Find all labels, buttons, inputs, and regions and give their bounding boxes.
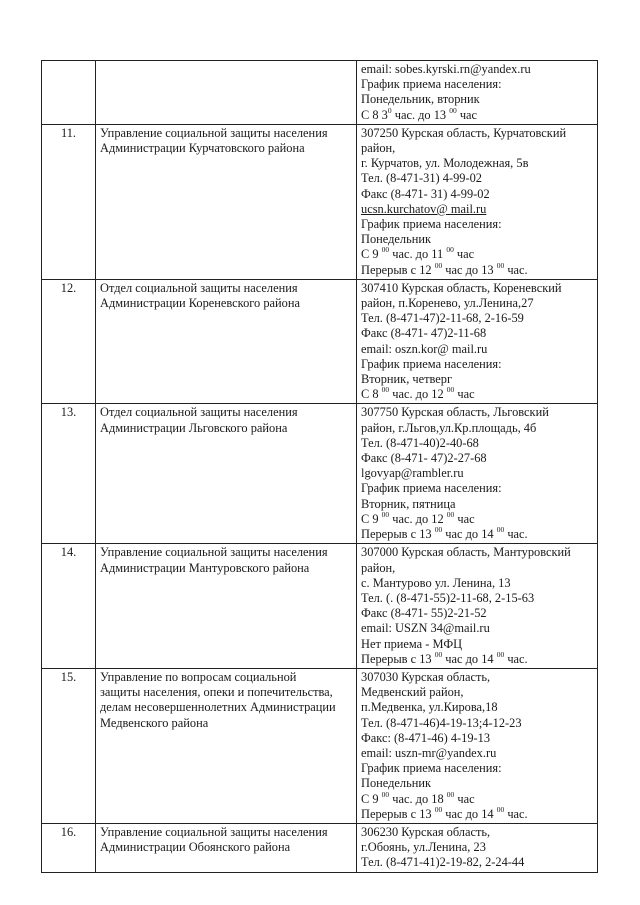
time-superscript: 00 [446, 245, 454, 255]
contact-text: Перерыв с 13 [361, 527, 435, 542]
contact-text: час. до 12 [389, 387, 447, 402]
contact-info-line [361, 466, 593, 481]
time-superscript: 00 [381, 789, 390, 799]
contact-text: час [454, 387, 475, 402]
contact-text: Факс (8-471- 47)2-27-68 [361, 451, 487, 466]
contact-text: Факс (8-471- 47)2-11-68 [361, 326, 487, 341]
time-superscript: 00 [446, 385, 455, 395]
organization-name-line: Администрации Кореневского района [100, 296, 300, 311]
contact-info-line [361, 451, 593, 466]
contact-info-line [361, 92, 593, 107]
contact-text: Тел. (8-471-40)2-40-68 [361, 435, 479, 450]
contact-text: час [454, 791, 475, 806]
contact-text: 307750 Курская область, Льговский [361, 405, 549, 420]
organization-name-cell [96, 544, 357, 669]
organization-name-line: делам несовершеннолетних Администрации [100, 700, 336, 715]
contact-info-line [361, 746, 593, 761]
contact-text: час. до 11 [389, 247, 447, 262]
contact-info-line [361, 576, 593, 591]
contact-text: район, г.Льгов,ул.Кр.площадь, 4б [361, 420, 537, 435]
time-superscript: 00 [381, 385, 390, 395]
contact-info-line [361, 77, 593, 92]
contact-info-line [361, 716, 593, 731]
contact-text: График приема населения: [361, 481, 502, 496]
row-number: 12. [42, 279, 96, 404]
contact-text: час. до 12 [389, 511, 447, 526]
contact-info-line [361, 141, 593, 156]
contact-info-line [361, 776, 593, 791]
contact-text: Факс: (8-471-46) 4-19-13 [361, 730, 491, 745]
contact-text: час. [504, 527, 528, 542]
contact-info-line [361, 247, 593, 262]
contact-text: Перерыв с 13 [361, 651, 435, 666]
contact-info-line [361, 527, 593, 542]
contact-text: ucsn.kurchatov@ mail.ru [361, 201, 487, 216]
time-superscript: 00 [381, 245, 390, 255]
organization-name-line: защиты населения, опеки и попечительства, [100, 685, 333, 700]
contact-info-line [361, 855, 593, 870]
contact-info-line [361, 387, 593, 402]
time-superscript: 00 [381, 509, 390, 519]
table-row [42, 61, 598, 125]
organization-name-line: Администрации Мантуровского района [100, 560, 310, 575]
contact-text: Перерыв с 12 [361, 262, 435, 277]
contact-info-line [361, 296, 593, 311]
contact-text: Вторник, четверг [361, 372, 453, 387]
contact-info-line [361, 804, 593, 822]
time-superscript: 00 [496, 649, 505, 659]
contact-info-cell [357, 279, 598, 404]
organization-name-line: Управление социальной защиты населения [100, 125, 328, 140]
contact-text: час [454, 511, 475, 526]
contact-text: час. до 13 [391, 107, 450, 122]
contact-info-cell [357, 124, 598, 279]
contact-info-line [361, 789, 593, 807]
contact-info-line [361, 606, 593, 621]
contact-info-line [361, 825, 593, 840]
contact-text: час [453, 247, 475, 262]
contact-info-line [361, 761, 593, 776]
contact-info-line [361, 436, 593, 451]
contact-text: г.Обоянь, ул.Ленина, 23 [361, 840, 486, 855]
time-superscript: 00 [434, 525, 443, 535]
contact-info-line [361, 342, 593, 357]
contact-text: Тел. (8-471-31) 4-99-02 [361, 171, 482, 186]
contact-info-line [361, 202, 593, 217]
time-superscript: 00 [496, 804, 505, 814]
contact-text: час до 14 [442, 806, 497, 821]
table-row [42, 404, 598, 544]
contact-info-line [361, 731, 593, 746]
contact-text: Медвенский район, [361, 685, 464, 700]
organization-name-line: Отдел социальной защиты населения [100, 405, 298, 420]
contact-text: Перерыв с 13 [361, 806, 435, 821]
organization-name-cell [96, 124, 357, 279]
contact-text: Тел. (8-471-47)2-11-68, 2-16-59 [361, 311, 524, 326]
contact-info-line [361, 481, 593, 496]
contact-info-line [361, 156, 593, 171]
contact-text: район, [361, 141, 396, 156]
contact-info-line [361, 260, 593, 278]
organization-name-line: Управление по вопросам социальной [100, 669, 297, 684]
contact-text: час [456, 107, 478, 122]
contact-info-line [361, 405, 593, 420]
contact-info-line [361, 62, 593, 77]
contact-text: Факс (8-471- 31) 4-99-02 [361, 186, 490, 201]
table-body [42, 61, 598, 873]
contact-info-cell [357, 61, 598, 125]
contact-info-line [361, 670, 593, 685]
contact-text: С 9 [361, 511, 382, 526]
row-number: 14. [42, 544, 96, 669]
contact-text: График приема населения: [361, 356, 502, 371]
contact-info-line [361, 171, 593, 186]
time-superscript: 00 [449, 105, 457, 115]
contact-text: График приема населения: [361, 77, 502, 92]
contact-text: lgovyap@rambler.ru [361, 466, 464, 481]
contact-text: email: oszn.kor@ mail.ru [361, 341, 488, 356]
table-row [42, 124, 598, 279]
time-superscript: 0 [387, 105, 392, 115]
contact-info-line [361, 497, 593, 512]
contact-info-line [361, 840, 593, 855]
row-number: 16. [42, 823, 96, 872]
table-row [42, 279, 598, 404]
row-number: 11. [42, 124, 96, 279]
contact-info-cell [357, 404, 598, 544]
contact-info-line [361, 357, 593, 372]
contact-text: час до 14 [442, 651, 497, 666]
organization-name-cell [96, 61, 357, 125]
organization-name-line: Администрации Обоянского района [100, 840, 291, 855]
time-superscript: 00 [496, 260, 505, 270]
contact-text: 307030 Курская область, [361, 669, 491, 684]
contact-text: С 9 [361, 791, 382, 806]
row-number: 15. [42, 668, 96, 823]
organization-name-line: Управление социальной защиты населения [100, 824, 328, 839]
time-superscript: 00 [446, 789, 455, 799]
contact-text: email: uszn-mr@yandex.ru [361, 745, 497, 760]
contact-info-line [361, 621, 593, 636]
organization-name-line: Администрации Курчатовского района [100, 141, 305, 156]
contact-text: С 8 [361, 387, 382, 402]
contact-info-line [361, 105, 593, 123]
organization-name-line: Администрации Льговского района [100, 420, 288, 435]
contact-text: с. Мантурово ул. Ленина, 13 [361, 575, 511, 590]
organization-name-cell [96, 404, 357, 544]
contact-info-cell [357, 823, 598, 872]
contact-info-line [361, 561, 593, 576]
contact-text: Тел. (. (8-471-55)2-11-68, 2-15-63 [361, 590, 535, 605]
contact-text: email: USZN 34@mail.ru [361, 621, 490, 636]
contact-info-line [361, 326, 593, 341]
table-row [42, 544, 598, 669]
contact-text: Тел. (8-471-46)4-19-13;4-12-23 [361, 715, 522, 730]
time-superscript: 00 [496, 525, 505, 535]
time-superscript: 00 [446, 509, 455, 519]
contact-info-cell [357, 668, 598, 823]
organization-name-cell [96, 823, 357, 872]
contact-text: час. [504, 262, 528, 277]
contact-info-line [361, 126, 593, 141]
contact-text: Нет приема - МФЦ [361, 636, 463, 651]
contact-info-line [361, 700, 593, 715]
contact-text: час до 14 [442, 527, 497, 542]
contact-text: п.Медвенка, ул.Кирова,18 [361, 700, 498, 715]
contact-text: email: sobes.kyrski.rn@yandex.ru [361, 62, 531, 76]
contact-info-line [361, 649, 593, 667]
organization-name-line: Медвенского района [100, 715, 209, 730]
row-number: 13. [42, 404, 96, 544]
contact-info-line [361, 217, 593, 232]
contact-info-line [361, 545, 593, 560]
contact-text: 306230 Курская область, [361, 824, 491, 839]
contact-text: час. [504, 651, 528, 666]
contact-text: район, [361, 560, 396, 575]
contact-text: Тел. (8-471-41)2-19-82, 2-24-44 [361, 855, 525, 870]
contact-text: район, п.Коренево, ул.Ленина,27 [361, 296, 534, 311]
table-row [42, 823, 598, 872]
organization-name-line: Отдел социальной защиты населения [100, 280, 298, 295]
contact-text: С 9 [361, 247, 382, 262]
contact-text: График приема населения: [361, 761, 502, 776]
contact-info-line [361, 591, 593, 606]
contact-text: час до 13 [442, 262, 497, 277]
contact-text: График приема населения: [361, 217, 502, 232]
contact-text: 307000 Курская область, Мантуровский [361, 545, 571, 560]
contact-text: час. до 18 [389, 791, 447, 806]
contact-text: С 8 3 [361, 107, 388, 122]
row-number [42, 61, 96, 125]
contact-text: Понедельник [361, 776, 432, 791]
contact-info-line [361, 232, 593, 247]
contact-text: Факс (8-471- 55)2-21-52 [361, 606, 487, 621]
time-superscript: 00 [434, 804, 443, 814]
contact-text: Понедельник [361, 232, 432, 247]
contact-info-line [361, 372, 593, 387]
contact-info-line [361, 685, 593, 700]
organization-name-line: Управление социальной защиты населения [100, 545, 328, 560]
contact-info-cell [357, 544, 598, 669]
contact-info-line [361, 421, 593, 436]
time-superscript: 00 [434, 649, 443, 659]
organization-name-cell [96, 279, 357, 404]
contact-info-line [361, 281, 593, 296]
social-protection-offices-table [41, 60, 598, 873]
time-superscript: 00 [434, 260, 443, 270]
contact-text: г. Курчатов, ул. Молодежная, 5в [361, 156, 529, 171]
contact-text: 307250 Курская область, Курчатовский [361, 125, 567, 140]
table-row [42, 668, 598, 823]
contact-info-line [361, 187, 593, 202]
contact-info-line [361, 311, 593, 326]
contact-text: час. [504, 806, 528, 821]
contact-text: Вторник, пятница [361, 496, 456, 511]
contact-text: Понедельник, вторник [361, 92, 480, 107]
contact-info-line [361, 509, 593, 527]
contact-text: 307410 Курская область, Кореневский [361, 280, 562, 295]
contact-info-line [361, 637, 593, 652]
organization-name-cell [96, 668, 357, 823]
